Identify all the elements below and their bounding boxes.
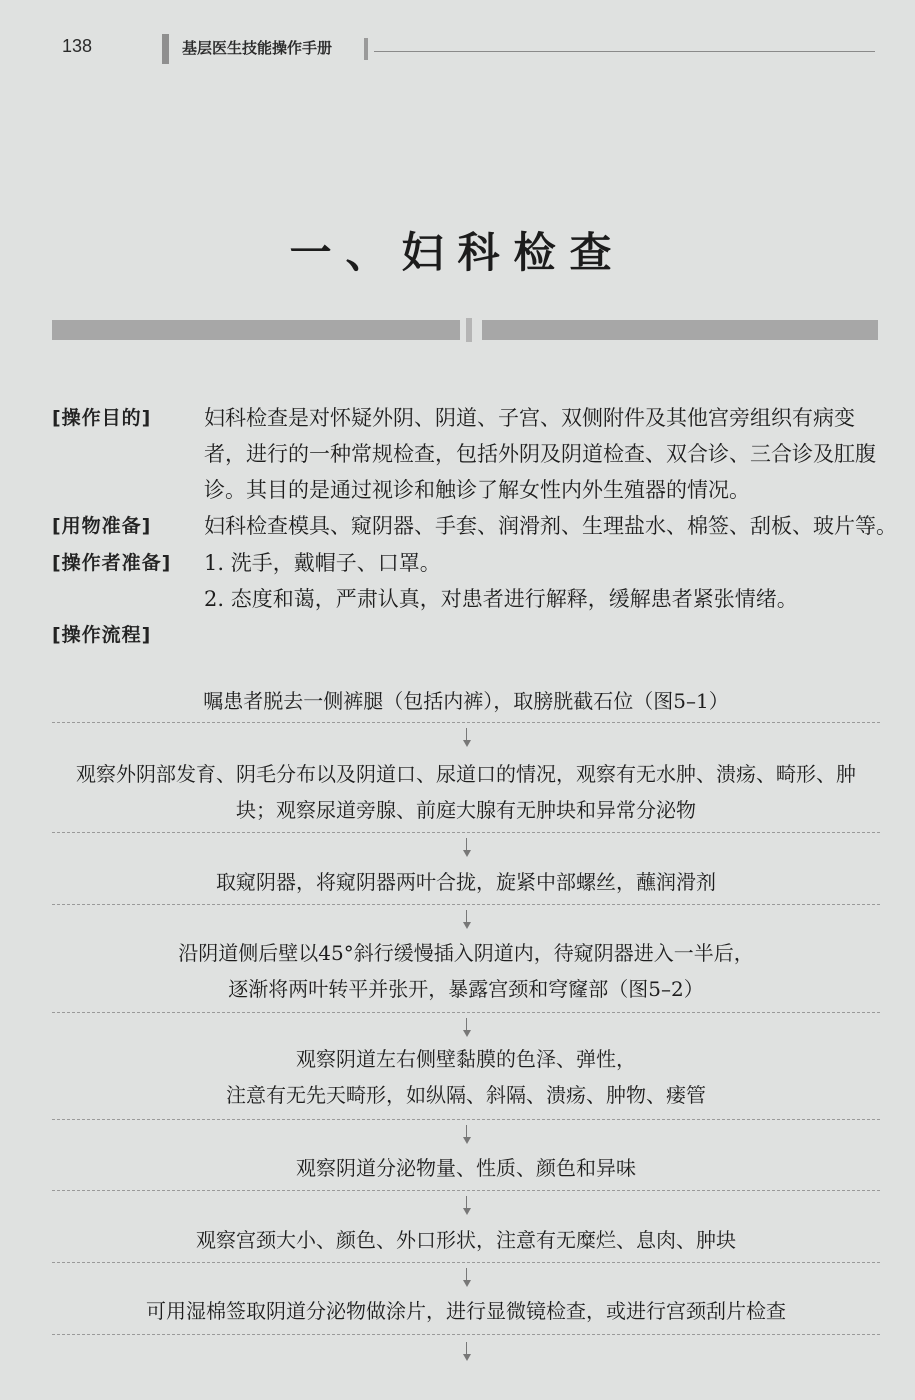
section-materials	[52, 508, 897, 544]
text-line: 妇科检查模具、窥阴器、手套、润滑剂、生理盐水、棉签、刮板、玻片等。	[204, 514, 897, 538]
section-text-operator	[204, 545, 894, 617]
flow-separator	[52, 832, 880, 833]
flow-step	[52, 935, 880, 1007]
flow-step	[52, 1293, 880, 1329]
flow-separator	[52, 1012, 880, 1013]
step-line: 嘱患者脱去一侧裤腿（包括内裤），取膀胱截石位（图5–1）	[203, 689, 729, 713]
book-title: 基层医生技能操作手册	[182, 39, 333, 57]
down-arrow-icon	[462, 728, 472, 750]
header-marker-bar	[162, 34, 169, 64]
step-line: 取窥阴器，将窥阴器两叶合拢，旋紧中部螺丝，蘸润滑剂	[216, 870, 716, 894]
section-label-process: [操作流程]	[52, 624, 152, 646]
flow-separator	[52, 1262, 880, 1263]
down-arrow-icon	[462, 1018, 472, 1040]
flow-step	[52, 683, 880, 719]
flow-separator	[52, 1119, 880, 1120]
text-line: 诊。其目的是通过视诊和触诊了解女性内外生殖器的情况。	[204, 478, 750, 502]
flow-step	[52, 756, 880, 828]
down-arrow-icon	[462, 1268, 472, 1290]
step-line: 可用湿棉签取阴道分泌物做涂片，进行显微镜检查，或进行宫颈刮片检查	[146, 1299, 786, 1323]
title-rule-left	[52, 320, 460, 340]
section-label-purpose: [操作目的]	[52, 407, 152, 429]
step-line: 块；观察尿道旁腺、前庭大腺有无肿块和异常分泌物	[236, 798, 696, 822]
title-rule-tick	[466, 318, 472, 342]
flow-step	[52, 1222, 880, 1258]
section-operator	[52, 545, 892, 617]
flow-separator	[52, 1334, 880, 1335]
step-line: 观察宫颈大小、颜色、外口形状，注意有无糜烂、息肉、肿块	[196, 1228, 736, 1252]
section-label-materials: [用物准备]	[52, 515, 152, 537]
text-line: 2. 态度和蔼，严肃认真，对患者进行解释，缓解患者紧张情绪。	[204, 587, 798, 611]
step-line: 注意有无先天畸形，如纵隔、斜隔、溃疡、肿物、瘘管	[226, 1083, 706, 1107]
down-arrow-icon	[462, 1342, 472, 1364]
flow-separator	[52, 1190, 880, 1191]
title-rule-right	[482, 320, 878, 340]
header-divider-bar	[364, 38, 368, 60]
chapter-title: 一、妇科检查	[289, 228, 626, 277]
step-line: 逐渐将两叶转平并张开，暴露宫颈和穹窿部（图5–2）	[228, 977, 704, 1001]
page-header	[62, 34, 875, 64]
flow-separator	[52, 722, 880, 723]
section-label-operator: [操作者准备]	[52, 552, 172, 574]
flow-step	[52, 1041, 880, 1113]
down-arrow-icon	[462, 838, 472, 860]
header-rule	[374, 51, 875, 52]
text-line: 妇科检查是对怀疑外阴、阴道、子宫、双侧附件及其他宫旁组织有病变	[204, 406, 855, 430]
flow-separator	[52, 904, 880, 905]
down-arrow-icon	[462, 1196, 472, 1218]
section-text-purpose	[204, 400, 894, 508]
step-line: 观察阴道分泌物量、性质、颜色和异味	[296, 1156, 636, 1180]
down-arrow-icon	[462, 910, 472, 932]
text-line: 1. 洗手，戴帽子、口罩。	[204, 551, 441, 575]
down-arrow-icon	[462, 1125, 472, 1147]
flow-step	[52, 1150, 880, 1186]
page-number: 138	[62, 36, 93, 56]
step-line: 观察外阴部发育、阴毛分布以及阴道口、尿道口的情况，观察有无水肿、溃疡、畸形、肿	[76, 762, 856, 786]
step-line: 观察阴道左右侧壁黏膜的色泽、弹性，	[296, 1047, 636, 1071]
section-text-materials	[204, 508, 897, 544]
step-line: 沿阴道侧后壁以45°斜行缓慢插入阴道内，待窥阴器进入一半后，	[178, 941, 754, 965]
flow-step	[52, 864, 880, 900]
text-line: 者，进行的一种常规检查，包括外阴及阴道检查、双合诊、三合诊及肛腹	[204, 442, 876, 466]
section-purpose	[52, 400, 892, 508]
